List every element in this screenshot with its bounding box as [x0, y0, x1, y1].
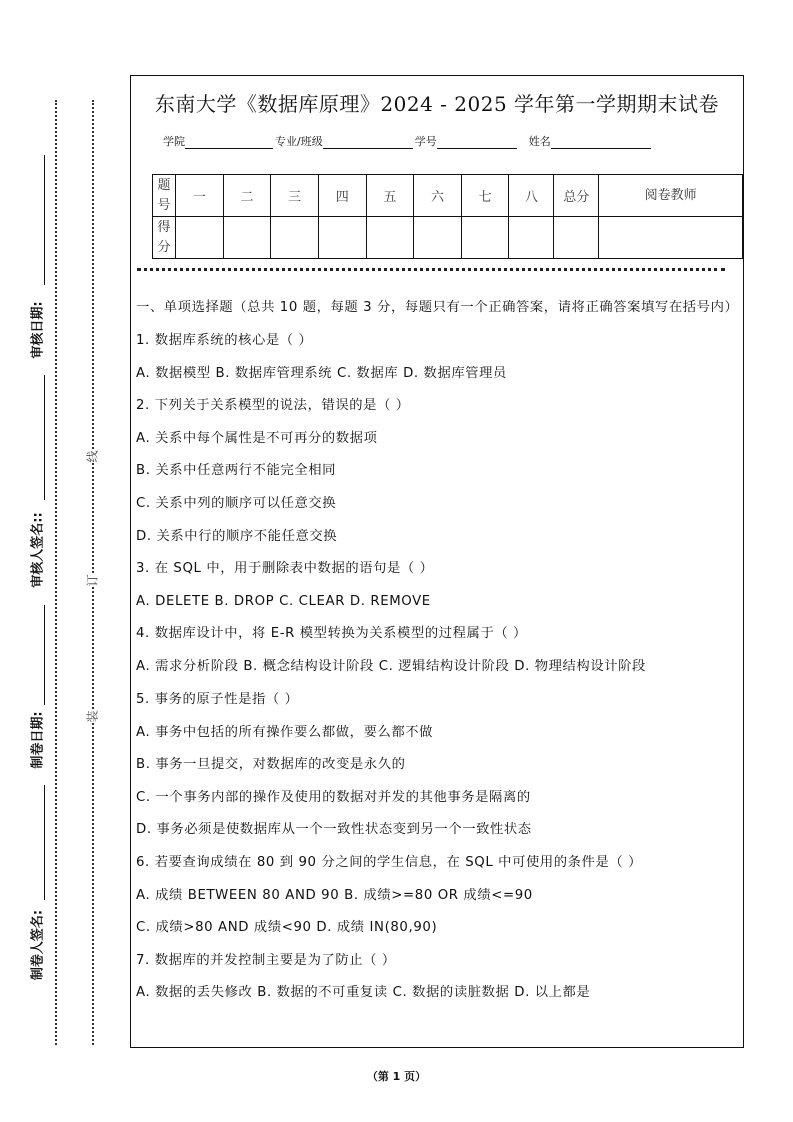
student-info-row — [163, 133, 653, 149]
cell-header: 二 — [223, 175, 271, 217]
cell-header: 总分 — [554, 175, 599, 217]
binding-ding-char: 订 — [85, 574, 100, 587]
binding-line-char: 线 — [85, 450, 100, 463]
major-label: 专业/班级 — [275, 135, 323, 148]
name-label: 姓名 — [528, 135, 551, 148]
score-cell[interactable] — [318, 217, 366, 259]
binding-zhuang-char: 装 — [85, 710, 100, 723]
question-list — [136, 292, 739, 1010]
question-line: C. 成绩>80 AND 成绩<90 D. 成绩 IN(80,90) — [136, 920, 438, 936]
cell-header: 五 — [366, 175, 414, 217]
page-title: 东南大学《数据库原理》2024 - 2025 学年第一学期期末试卷 — [154, 92, 720, 116]
section-heading: 一、单项选择题（总共 10 题，每题 3 分，每题只有一个正确答案，请将正确答案填写在括号内） — [136, 300, 739, 315]
college-label: 学院 — [163, 135, 185, 148]
review-date-label: 审核日期: — [30, 301, 46, 359]
score-cell[interactable] — [414, 217, 462, 259]
question-line: A. DELETE B. DROP C. CLEAR D. REMOVE — [136, 593, 431, 609]
score-cell[interactable] — [461, 217, 509, 259]
question-line: 1. 数据库系统的核心是（ ） — [136, 333, 313, 348]
question-line: B. 关系中任意两行不能完全相同 — [136, 463, 337, 479]
reviewer-signature-label: 审核人签名:: — [30, 512, 46, 588]
score-cell[interactable] — [271, 217, 319, 259]
score-cell[interactable] — [554, 217, 599, 259]
name-field[interactable] — [551, 136, 651, 149]
question-line: A. 成绩 BETWEEN 80 AND 90 B. 成绩>=80 OR 成绩<=90 — [136, 887, 533, 903]
cell-header: 三 — [271, 175, 319, 217]
cell-header: 八 — [509, 175, 554, 217]
cell-header: 一 — [176, 175, 224, 217]
score-cell[interactable] — [366, 217, 414, 259]
question-line: 3. 在 SQL 中，用于删除表中数据的语句是（ ） — [136, 561, 434, 577]
score-cell[interactable] — [223, 217, 271, 259]
make-date-line — [44, 605, 45, 705]
question-line: A. 数据的丢失修改 B. 数据的不可重复读 C. 数据的读脏数据 D. 以上都是 — [136, 985, 591, 1001]
question-line: 5. 事务的原子性是指（ ） — [136, 691, 299, 707]
question-line: C. 一个事务内部的操作及使用的数据对并发的其他事务是隔离的 — [136, 789, 531, 805]
page-number: （第 1 页） — [366, 1070, 427, 1083]
college-field[interactable] — [185, 136, 273, 149]
major-field[interactable] — [323, 136, 413, 149]
cell-label: 得分 — [153, 217, 176, 259]
question-line: A. 关系中每个属性是不可再分的数据项 — [136, 430, 378, 446]
review-date-line — [44, 155, 45, 285]
exam-content-box — [130, 75, 744, 1048]
question-line: 2. 下列关于关系模型的说法，错误的是（ ） — [136, 398, 410, 414]
cell-header: 四 — [318, 175, 366, 217]
score-cell[interactable] — [599, 217, 743, 259]
cell-header: 六 — [414, 175, 462, 217]
score-cell[interactable] — [176, 217, 224, 259]
student-id-field[interactable] — [437, 136, 517, 149]
cell-header: 七 — [461, 175, 509, 217]
question-line: 6. 若要查询成绩在 80 到 90 分之间的学生信息，在 SQL 中可使用的条件是（ ） — [136, 854, 642, 870]
binding-dotted-line — [92, 100, 94, 1045]
score-cell[interactable] — [509, 217, 554, 259]
question-line: A. 数据模型 B. 数据库管理系统 C. 数据库 D. 数据库管理员 — [136, 365, 507, 381]
question-line: 7. 数据库的并发控制主要是为了防止（ ） — [136, 952, 396, 968]
score-table — [152, 174, 743, 259]
question-line: D. 关系中行的顺序不能任意交换 — [136, 528, 338, 544]
dotted-divider — [137, 268, 725, 271]
question-line: C. 关系中列的顺序可以任意交换 — [136, 495, 337, 511]
maker-signature-label: 制卷人签名: — [30, 909, 46, 981]
question-line: 4. 数据库设计中，将 E-R 模型转换为关系模型的过程属于（ ） — [136, 626, 527, 642]
cell-header: 阅卷教师 — [599, 175, 743, 217]
margin-dotted-line — [55, 100, 57, 1045]
question-line: A. 需求分析阶段 B. 概念结构设计阶段 C. 逻辑结构设计阶段 D. 物理结构设计阶段 — [136, 658, 646, 674]
reviewer-signature-line — [44, 375, 45, 500]
score-table-header-row — [153, 175, 743, 217]
question-line: D. 事务必须是使数据库从一个一致性状态变到另一个一致性状态 — [136, 822, 532, 838]
maker-signature-line — [44, 785, 45, 900]
question-line: B. 事务一旦提交，对数据库的改变是永久的 — [136, 757, 406, 773]
score-row — [153, 217, 743, 259]
student-id-label: 学号 — [414, 135, 437, 148]
cell-header: 题号 — [153, 175, 176, 217]
question-line: A. 事务中包括的所有操作要么都做，要么都不做 — [136, 724, 434, 740]
make-date-label: 制卷日期: — [30, 711, 46, 769]
